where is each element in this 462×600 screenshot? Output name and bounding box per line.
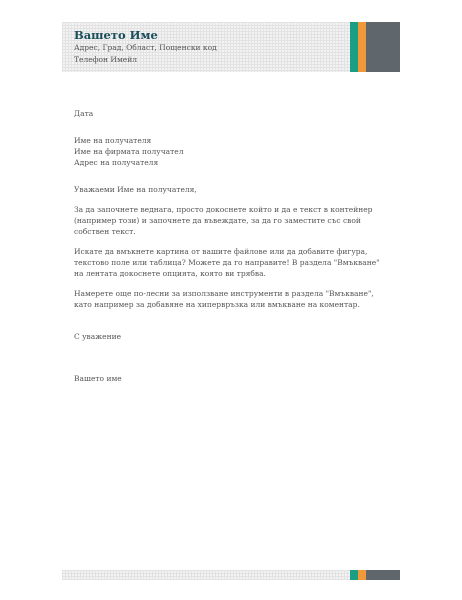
orange-stripe [358, 570, 366, 580]
recipient-company[interactable]: Име на фирмата получател [74, 147, 184, 156]
gray-stripe [366, 570, 400, 580]
sender-name[interactable]: Вашето Име [74, 28, 158, 42]
sender-contact[interactable]: Телефон Имейл [74, 55, 137, 64]
closing[interactable]: С уважение [74, 332, 122, 341]
body-paragraph[interactable]: Намерете още по-лесни за използване инструменти в раздела "Вмъкване", като например за добавяне на хипервръзка или вмъкване на коментар. [74, 289, 374, 309]
recipient-address[interactable]: Адрес на получателя [74, 158, 159, 167]
sender-address[interactable]: Адрес, Град, Област, Пощенски код [74, 43, 217, 52]
recipient-block [74, 135, 390, 168]
signature[interactable]: Вашето име [74, 374, 122, 383]
footer-band [62, 570, 400, 580]
body-paragraph[interactable]: Искате да вмъкнете картина от вашите файлове или да добавите фигура, текстово поле или таблица? Можете да го направите! В раздела "Вмъкване" на лентата докоснете опцията, която ви трябва. [74, 247, 380, 278]
letter-date[interactable]: Дата [74, 109, 94, 118]
gray-stripe [366, 22, 400, 72]
orange-stripe [358, 22, 366, 72]
green-stripe [350, 570, 358, 580]
recipient-name[interactable]: Име на получателя [74, 136, 152, 145]
sender-block [74, 28, 217, 66]
header-band [62, 22, 400, 72]
green-stripe [350, 22, 358, 72]
salutation[interactable]: Уважаеми Име на получателя, [74, 185, 197, 194]
body-paragraph[interactable]: За да започнете веднага, просто докоснете който и да е текст в контейнер (например този) и започнете да въвеждате, за да го заместите със свой собствен текст. [74, 205, 373, 236]
letter-body [74, 108, 390, 384]
